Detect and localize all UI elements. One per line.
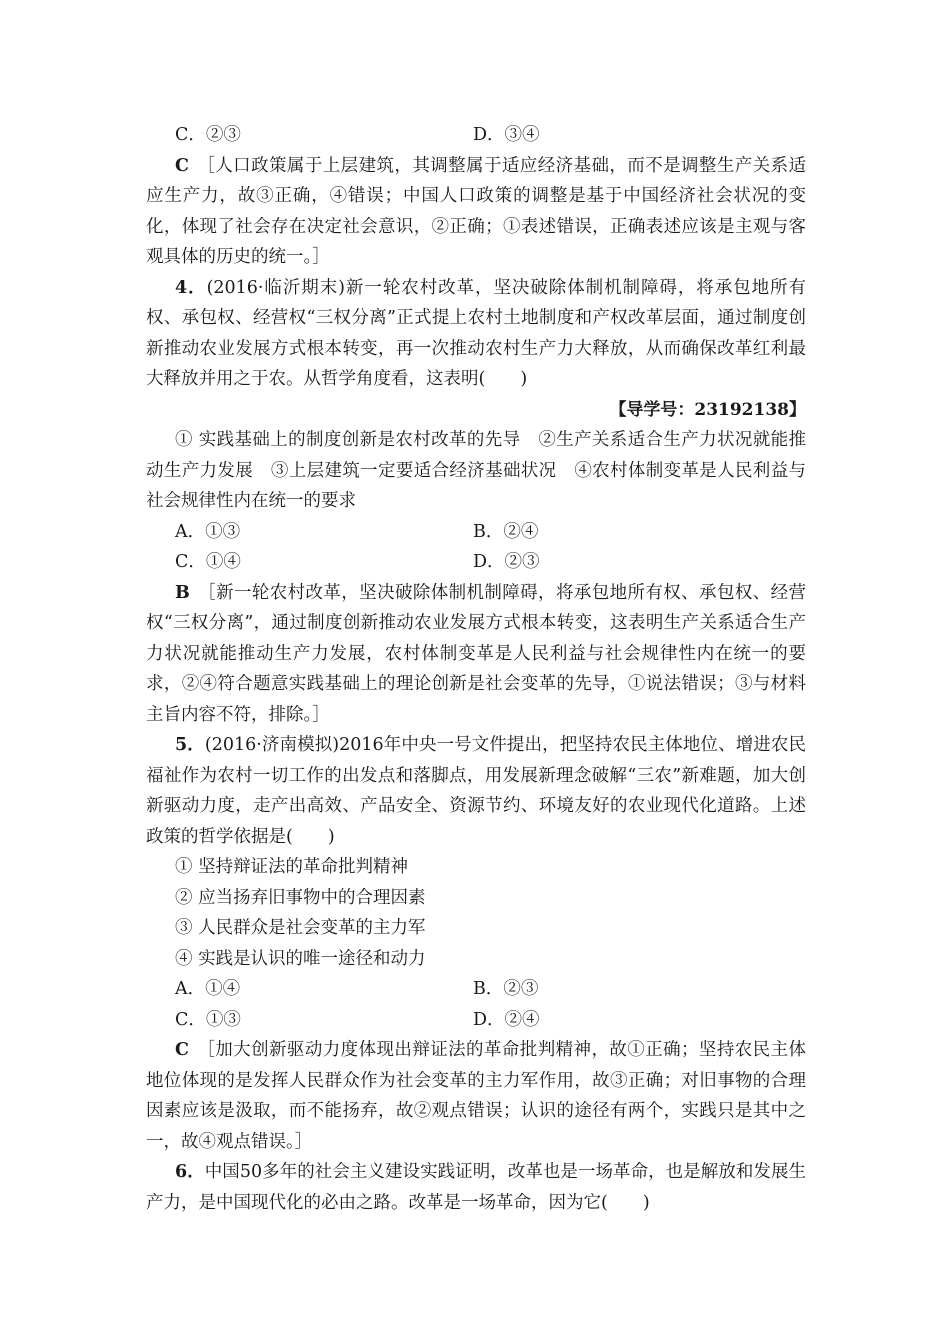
q3-answer-text: ［人口政策属于上层建筑，其调整属于适应经济基础，而不是调整生产关系适应生产力，故③正确，④错误；中国人口政策的调整是基于中国经济社会状况的变化，体现了社会存在决定社会意识，②正确；①表述错误，正确表述应该是主观与客观具体的历史的统一。］ <box>146 155 806 267</box>
q5-option-b: B．②③ <box>473 979 539 999</box>
q5-answer-letter: C <box>175 1040 189 1060</box>
q4-option-c: C．①④ <box>175 552 241 572</box>
q3-option-d: D．③④ <box>473 125 540 145</box>
q3-option-c: C．②③ <box>175 125 241 145</box>
q5-option-c: C．①③ <box>175 1009 241 1030</box>
q5-item-2: ② 应当扬弃旧事物中的合理因素 <box>175 887 426 908</box>
q5-option-a: A．①④ <box>175 979 241 999</box>
q3-answer-letter: C <box>175 155 189 176</box>
q6-stem <box>146 1157 806 1218</box>
q5-item-4: ④ 实践是认识的唯一途径和动力 <box>175 948 426 969</box>
q4-options-row-2 <box>146 547 806 578</box>
q5-answer-text: ［加大创新驱动力度体现出辩证法的革命批判精神，故①正确；坚持农民主体地位体现的是发挥人民群众作为社会变革的主力军作用，故③正确；对旧事物的合理因素应该是汲取，而不能扬弃，故②观点错误；认识的途径有两个，实践只是其中之一，故④观点错误。］ <box>146 1040 806 1152</box>
q3-answer <box>146 151 806 273</box>
q3-options-row <box>146 120 806 151</box>
q4-answer-text: ［新一轮农村改革，坚决破除体制机制障碍，将承包地所有权、承包权、经营权“三权分离”，通过制度创新推动农业发展方式根本转变，这表明生产关系适合生产力状况就能推动生产力发展，农村体制变革是人民利益与社会规律性内在统一的要求，②④符合题意实践基础上的理论创新是社会变革的先导，①说法错误；③与材料主旨内容不符，排除。］ <box>146 582 806 725</box>
q4-number: 4． <box>175 277 207 298</box>
q4-guide-number: 【导学号：23192138】 <box>609 399 806 420</box>
q5-item-1: ① 坚持辩证法的革命批判精神 <box>175 857 409 877</box>
q4-answer <box>146 578 806 731</box>
q5-stem-text: (2016·济南模拟)2016年中央一号文件提出，把坚持农民主体地位、增进农民福祉作为农村一切工作的出发点和落脚点，用发展新理念破解“三农”新难题，加大创新驱动力度，走产出高效、产品安全、资源节约、环境友好的农业现代化道路。上述政策的哲学依据是( ) <box>146 735 806 847</box>
q4-stem-text: (2016·临沂期末)新一轮农村改革，坚决破除体制机制障碍，将承包地所有权、承包权、经营权“三权分离”正式提上农村土地制度和产权改革层面，通过制度创新推动农业发展方式根本转变，再一次推动农村生产力大释放，从而确保改革红利最大释放并用之于农。从哲学角度看，这表明( ) <box>146 277 806 389</box>
q6-number: 6． <box>175 1162 205 1182</box>
page-content <box>146 120 806 1218</box>
q4-option-a: A．①③ <box>175 521 241 542</box>
q4-options-row-1 <box>146 517 806 548</box>
q5-answer <box>146 1035 806 1157</box>
q5-stem <box>146 730 806 852</box>
q4-option-b: B．②④ <box>473 521 539 542</box>
q5-item-3: ③ 人民群众是社会变革的主力军 <box>175 918 426 938</box>
q4-option-d: D．②③ <box>473 552 540 572</box>
q4-stem <box>146 273 806 395</box>
q4-statements: ① 实践基础上的制度创新是农村改革的先导 ②生产关系适合生产力状况就能推动生产力发展 ③上层建筑一定要适合经济基础状况 ④农村体制变革是人民利益与社会规律性内在统一的要求 <box>146 430 806 511</box>
q5-options-row-1 <box>146 974 806 1005</box>
q5-number: 5． <box>175 735 205 755</box>
q5-option-d: D．②④ <box>473 1009 540 1030</box>
q5-options-row-2 <box>146 1005 806 1036</box>
q6-stem-text: 中国50多年的社会主义建设实践证明，改革也是一场革命，也是解放和发展生产力，是中国现代化的必由之路。改革是一场革命，因为它( ) <box>146 1162 806 1213</box>
q4-answer-letter: B <box>175 582 190 603</box>
